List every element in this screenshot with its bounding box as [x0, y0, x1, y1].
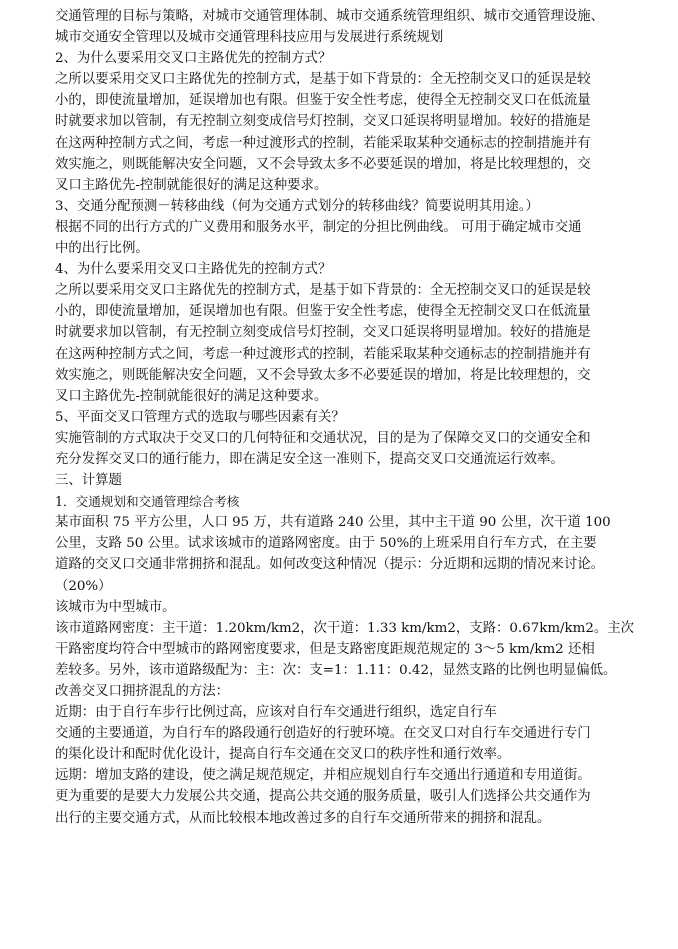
paragraph-line: 之所以要采用交叉口主路优先的控制方式，是基于如下背景的：全无控制交叉口的延误是较 — [55, 283, 591, 299]
paragraph-line: 中的出行比例。 — [55, 241, 149, 257]
paragraph-line: 某市面积 75 平方公里，人口 95 万，共有道路 240 公里，其中主干道 90 公里，次干道 100 — [55, 515, 611, 531]
paragraph-line: 干路密度均符合中型城市的路网密度要求，但是支路密度距规范规定的 3～5 km/km2 还相 — [55, 641, 595, 657]
paragraph-line: 城市交通安全管理以及城市交通管理科技应用与发展进行系统规划 — [55, 30, 444, 46]
paragraph-line: 之所以要采用交叉口主路优先的控制方式，是基于如下背景的：全无控制交叉口的延误是较 — [55, 72, 591, 88]
paragraph-line: 道路的交叉口交通非常拥挤和混乱。如何改变这种情况（提示：分近期和远期的情况来讨论。 — [55, 557, 605, 573]
paragraph-line: 时就要求加以管制，有无控制立刻变成信号灯控制，交叉口延误将明显增加。较好的措施是 — [55, 114, 591, 130]
question-heading-4: 4、为什么要采用交叉口主路优先的控制方式？ — [55, 262, 332, 278]
paragraph-line: 叉口主路优先-控制就能很好的满足这种要求。 — [55, 177, 328, 193]
paragraph-line: 更为重要的是要大力发展公共交通，提高公共交通的服务质量，吸引人们选择公共交通作为 — [55, 789, 591, 805]
paragraph-line: 实施管制的方式取决于交叉口的几何特征和交通状况，目的是为了保障交叉口的交通安全和 — [55, 430, 591, 446]
section-title: 三、计算题 — [55, 473, 122, 489]
paragraph-line: 根据不同的出行方式的广义费用和服务水平，制定的分担比例曲线。 可用于确定城市交通 — [55, 219, 582, 235]
paragraph-line: 该市道路网密度：主干道：1.20km/km2，次干道：1.33 km/km2，支路：0.67km/km2。主次 — [55, 620, 635, 636]
paragraph-line: 在这两种控制方式之间，考虑一种过渡形式的控制，若能采取某种交通标志的控制措施并有 — [55, 135, 591, 151]
paragraph-line: 在这两种控制方式之间，考虑一种过渡形式的控制，若能采取某种交通标志的控制措施并有 — [55, 346, 591, 362]
paragraph-line: 交通的主要通道，为自行车的路段通行创造好的行驶环境。在交叉口对自行车交通进行专门 — [55, 726, 591, 742]
problem-title: 1．交通规划和交通管理综合考核 — [55, 494, 240, 510]
document-page — [55, 6, 641, 829]
paragraph-line: 的渠化设计和配时优化设计，提高自行车交通在交叉口的秩序性和通行效率。 — [55, 747, 511, 763]
paragraph-line: 叉口主路优先-控制就能很好的满足这种要求。 — [55, 388, 328, 404]
paragraph-line: 时就要求加以管制，有无控制立刻变成信号灯控制，交叉口延误将明显增加。较好的措施是 — [55, 325, 591, 341]
paragraph-line: 近期：由于自行车步行比例过高，应该对自行车交通进行组织，选定自行车 — [55, 705, 497, 721]
paragraph-line: 交通管理的目标与策略，对城市交通管理体制、城市交通系统管理组织、城市交通管理设施、 — [55, 9, 605, 24]
paragraph-line: 效实施之，则既能解决安全问题，又不会导致太多不必要延误的增加，将是比较理想的，交 — [55, 156, 591, 172]
paragraph-line: 小的，即使流量增加，延误增加也有限。但鉴于安全性考虑，使得全无控制交叉口在低流量 — [55, 304, 591, 320]
question-heading-5: 5、平面交叉口管理方式的选取与哪些因素有关？ — [55, 409, 345, 425]
paragraph-line: 改善交叉口拥挤混乱的方法： — [55, 684, 230, 699]
question-heading-2: 2、为什么要采用交叉口主路优先的控制方式？ — [55, 51, 332, 67]
paragraph-line: 远期：增加支路的建设，使之满足规范规定，并相应规划自行车交通出行通道和专用道街。 — [55, 768, 591, 784]
paragraph-line: （20%） — [55, 578, 112, 594]
paragraph-line: 公里，支路 50 公里。试求该城市的道路网密度。由于 50%的上班采用自行车方式，在主要 — [55, 536, 597, 552]
paragraph-line: 效实施之，则既能解决安全问题，又不会导致太多不必要延误的增加，将是比较理想的，交 — [55, 367, 591, 383]
question-heading-3: 3、交通分配预测－转移曲线（何为交通方式划分的转移曲线？简要说明其用途。） — [55, 198, 539, 214]
paragraph-line: 小的，即使流量增加，延误增加也有限。但鉴于安全性考虑，使得全无控制交叉口在低流量 — [55, 93, 591, 109]
paragraph-line: 该城市为中型城市。 — [55, 599, 176, 615]
paragraph-line: 差较多。另外，该市道路级配为：主：次：支=1：1.11：0.42，显然支路的比例也明显偏低。 — [55, 662, 617, 678]
paragraph-line: 出行的主要交通方式，从而比较根本地改善过多的自行车交通所带来的拥挤和混乱。 — [55, 810, 551, 826]
paragraph-line: 充分发挥交叉口的通行能力，即在满足安全这一准则下，提高交叉口交通流运行效率。 — [55, 451, 564, 467]
